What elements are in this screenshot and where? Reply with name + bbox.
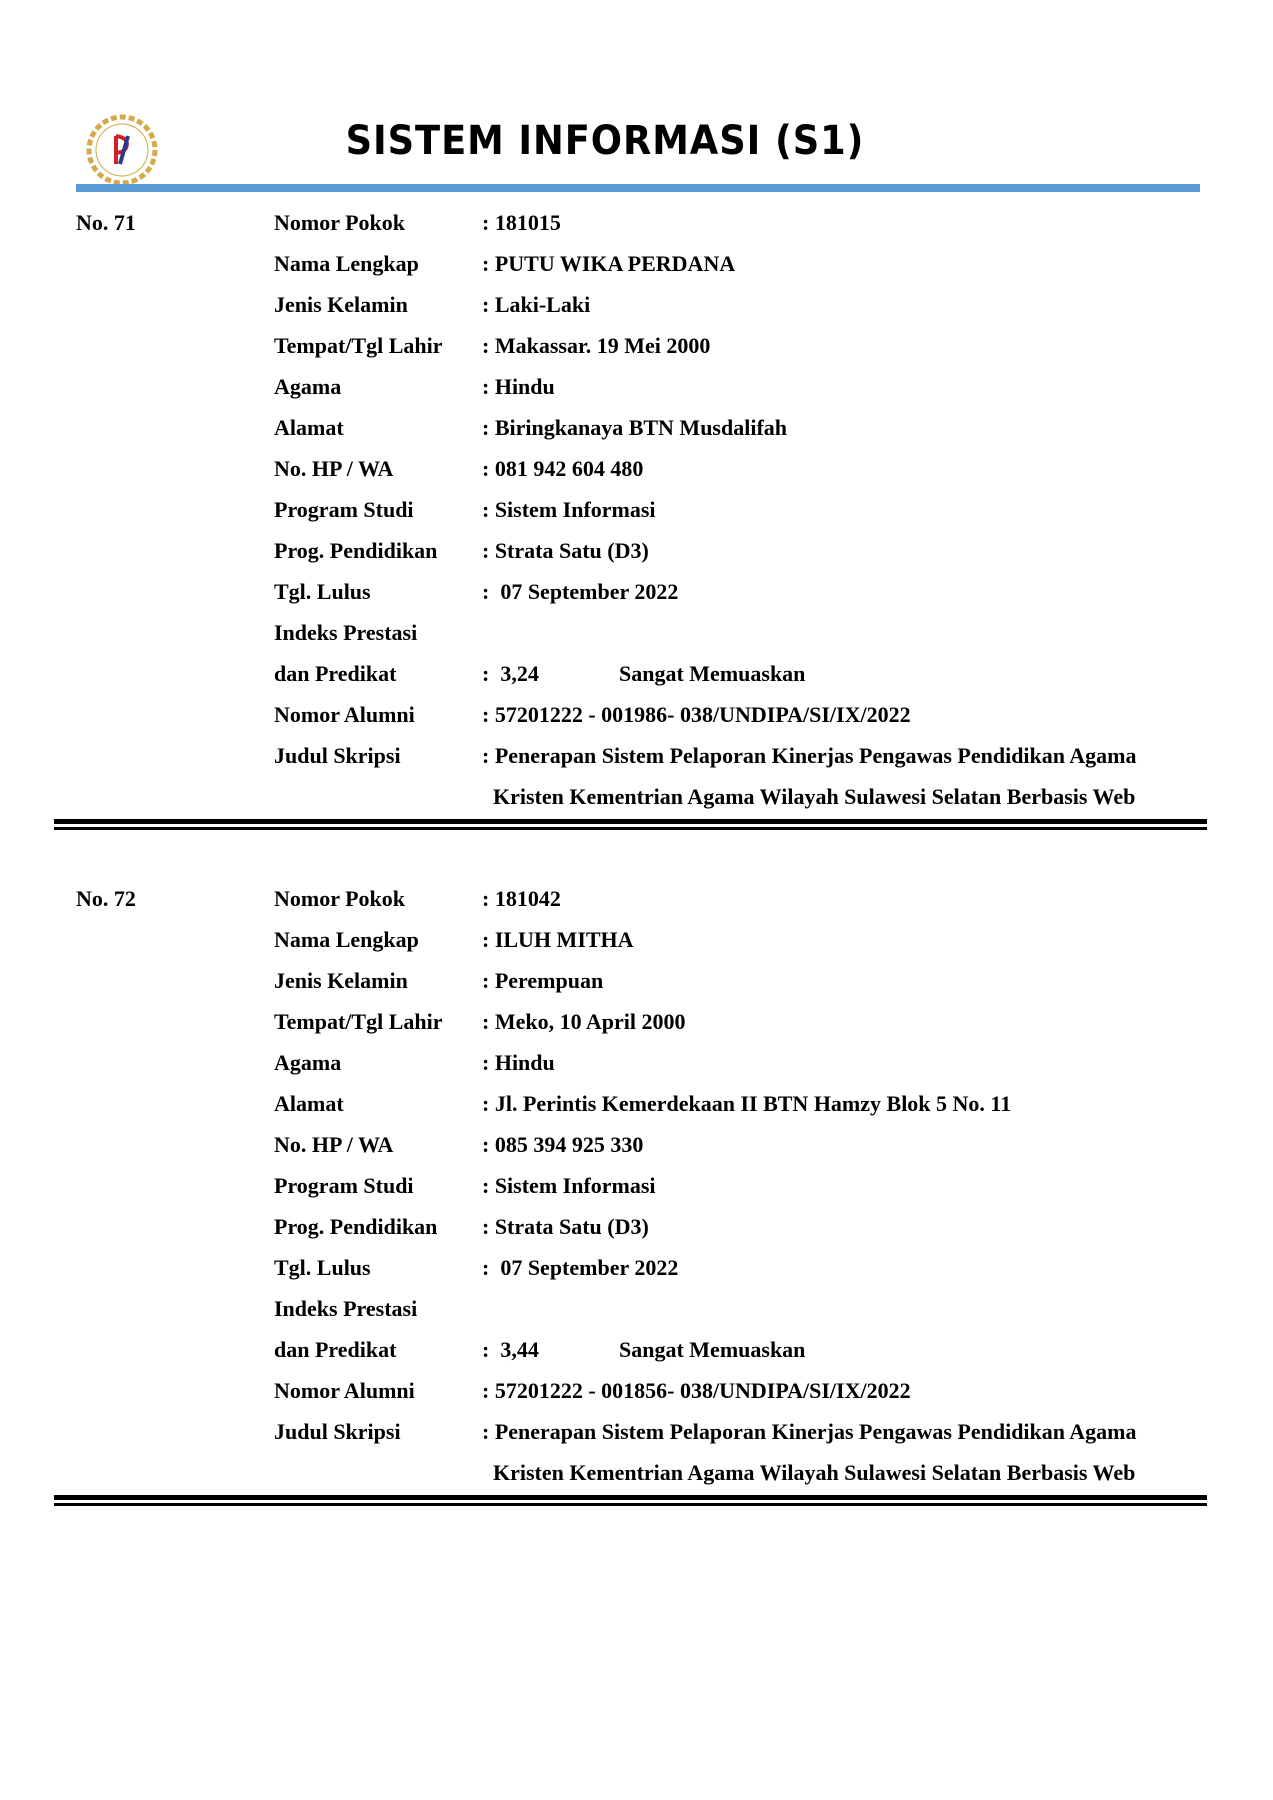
field-value: : Sistem Informasi	[482, 1173, 656, 1198]
field-label: Program Studi	[274, 497, 414, 522]
field-label: Nomor Alumni	[274, 702, 415, 727]
field-label: Tgl. Lulus	[274, 579, 371, 604]
field-label: dan Predikat	[274, 661, 397, 686]
field-label: Nomor Pokok	[274, 886, 405, 911]
field-value: : Strata Satu (D3)	[482, 538, 649, 563]
field-value: : Hindu	[482, 374, 555, 399]
field-value: : 181015	[482, 210, 561, 235]
field-value: : 085 394 925 330	[482, 1132, 644, 1157]
field-label: Jenis Kelamin	[274, 292, 408, 317]
field-value: : PUTU WIKA PERDANA	[482, 251, 736, 276]
field-label: No. HP / WA	[274, 456, 394, 481]
record-divider	[54, 1495, 1207, 1506]
field-value: : Strata Satu (D3)	[482, 1214, 649, 1239]
field-label: dan Predikat	[274, 1337, 397, 1362]
field-value: : Meko, 10 April 2000	[482, 1009, 686, 1034]
record-number: No. 72	[76, 886, 136, 911]
record-number: No. 71	[76, 210, 136, 235]
field-value: : 57201222 - 001856- 038/UNDIPA/SI/IX/2022	[482, 1378, 911, 1403]
field-label: Jenis Kelamin	[274, 968, 408, 993]
field-value: : 3,44	[482, 1337, 539, 1362]
predikat-value: Sangat Memuaskan	[619, 661, 806, 686]
field-value: : Penerapan Sistem Pelaporan Kinerjas Pengawas Pendidikan Agama	[482, 1419, 1137, 1444]
field-value: : Makassar. 19 Mei 2000	[482, 333, 711, 358]
field-value: Kristen Kementrian Agama Wilayah Sulawesi Selatan Berbasis Web	[482, 784, 1136, 809]
field-label: Tempat/Tgl Lahir	[274, 333, 443, 358]
field-value: : Biringkanaya BTN Musdalifah	[482, 415, 788, 440]
field-label: Agama	[274, 1050, 342, 1075]
field-value: : Hindu	[482, 1050, 555, 1075]
header-divider	[76, 184, 1200, 192]
field-value: : 57201222 - 001986- 038/UNDIPA/SI/IX/2022	[482, 702, 911, 727]
field-value: : 07 September 2022	[482, 1255, 679, 1280]
record-divider	[54, 819, 1207, 830]
field-label: Judul Skripsi	[274, 1419, 401, 1444]
field-label: No. HP / WA	[274, 1132, 394, 1157]
field-value: : Penerapan Sistem Pelaporan Kinerjas Pengawas Pendidikan Agama	[482, 743, 1137, 768]
field-value: Kristen Kementrian Agama Wilayah Sulawesi Selatan Berbasis Web	[482, 1460, 1136, 1485]
field-label: Agama	[274, 374, 342, 399]
field-value: : 07 September 2022	[482, 579, 679, 604]
field-label: Indeks Prestasi	[274, 620, 418, 645]
predikat-value: Sangat Memuaskan	[619, 1337, 806, 1362]
field-value: : 081 942 604 480	[482, 456, 644, 481]
field-label: Nomor Pokok	[274, 210, 405, 235]
field-value: : Laki-Laki	[482, 292, 591, 317]
field-label: Indeks Prestasi	[274, 1296, 418, 1321]
field-label: Prog. Pendidikan	[274, 1214, 438, 1239]
field-value: : Sistem Informasi	[482, 497, 656, 522]
field-label: Nomor Alumni	[274, 1378, 415, 1403]
page-title: SISTEM INFORMASI (S1)	[345, 118, 865, 164]
field-value: : Perempuan	[482, 968, 604, 993]
field-label: Judul Skripsi	[274, 743, 401, 768]
field-value: : ILUH MITHA	[482, 927, 634, 952]
field-label: Program Studi	[274, 1173, 414, 1198]
field-label: Alamat	[274, 415, 344, 440]
field-label: Nama Lengkap	[274, 927, 419, 952]
field-label: Alamat	[274, 1091, 344, 1116]
field-value: : 181042	[482, 886, 561, 911]
field-label: Tgl. Lulus	[274, 1255, 371, 1280]
field-label: Tempat/Tgl Lahir	[274, 1009, 443, 1034]
field-value: : 3,24	[482, 661, 539, 686]
field-label: Prog. Pendidikan	[274, 538, 438, 563]
field-label: Nama Lengkap	[274, 251, 419, 276]
field-value: : Jl. Perintis Kemerdekaan II BTN Hamzy Blok 5 No. 11	[482, 1091, 1012, 1116]
